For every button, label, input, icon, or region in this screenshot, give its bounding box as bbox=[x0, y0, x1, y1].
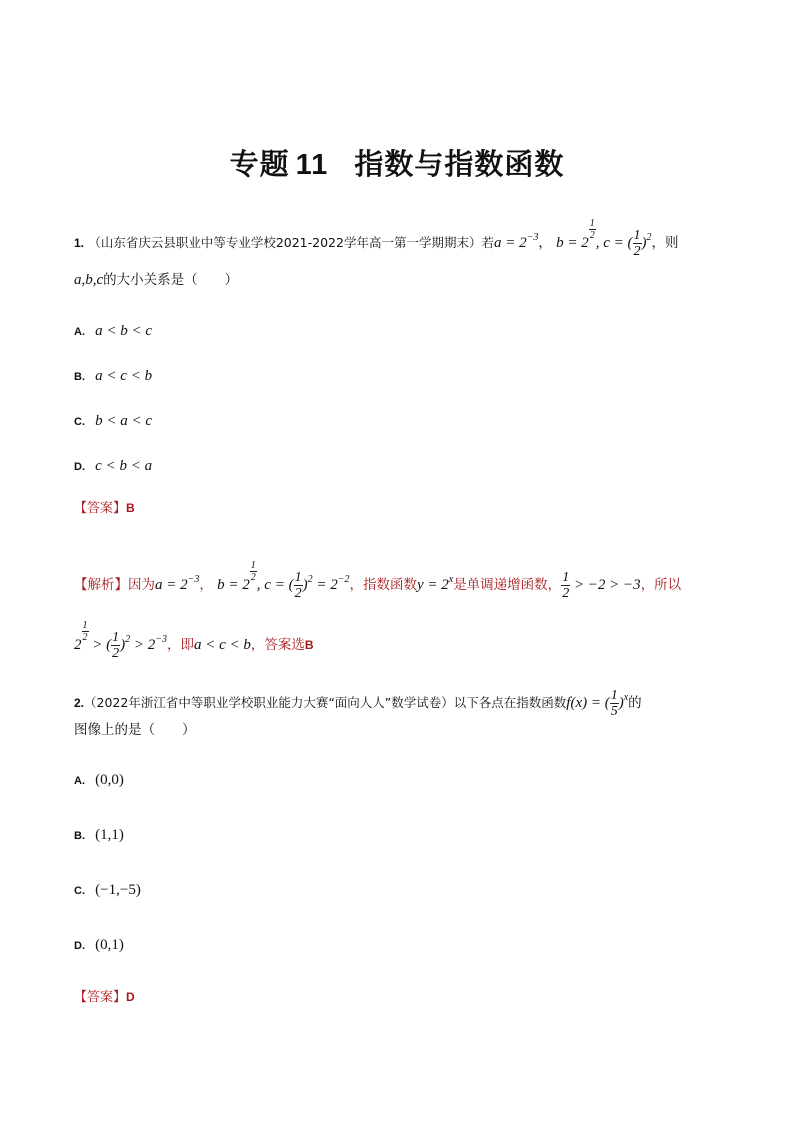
q2-option-c[interactable]: C. (−1,−5) bbox=[74, 882, 141, 898]
q2-option-b-text: (1,1) bbox=[95, 827, 124, 843]
q1-option-b[interactable]: B. a < c < b bbox=[74, 368, 153, 384]
q2-option-a[interactable]: A. (0,0) bbox=[74, 772, 124, 788]
q1-option-b-text: a < c < b bbox=[95, 368, 153, 384]
q1-answer-value: B bbox=[126, 501, 135, 515]
q1-b-expr: b = 2 $\frac{1}{2}$ bbox=[556, 218, 595, 251]
q2-func: f(x) = ( $\frac{1}{5}$ )$^x$ bbox=[566, 688, 629, 719]
q2-answer-value: D bbox=[126, 990, 135, 1004]
q2-stem-line2 bbox=[74, 720, 196, 740]
q1-option-d[interactable]: D. c < b < a bbox=[74, 458, 153, 474]
q2-option-b[interactable]: B. (1,1) bbox=[74, 827, 124, 843]
q1-a-expr: $a = 2^{-3}$ bbox=[493, 232, 539, 251]
q1-stem-line2 bbox=[74, 270, 238, 290]
q1-stem-line1 bbox=[74, 218, 679, 259]
q2-option-d[interactable]: D. (0,1) bbox=[74, 937, 124, 953]
q2-option-a-text: (0,0) bbox=[95, 772, 124, 788]
q1-explanation-line1: 【解析】因为$a = 2^{-3}$， b = 2 $\frac{1}{2}$ , c = ( $\frac{1}{2}$ )$^2 = 2^{-2}$，指数函数$y = 2^x$是单调递增函数， $\frac{1}{2}$ > −2 > −3，所以 bbox=[74, 560, 682, 602]
q1-stem2: 的大小关系是（ ） bbox=[103, 272, 239, 288]
q2-stem-line1: 2.（2022年浙江省中等职业学校职业能力大赛“面向人人”数学试卷）以下各点在指数函数f(x) = ( $\frac{1}{5}$ )$^x$的 bbox=[74, 688, 642, 719]
q2-answer: 【答案】D bbox=[74, 990, 135, 1005]
q2-source: （2022年浙江省中等职业学校职业能力大赛“面向人人”数学试卷）以下各点在指数函数 bbox=[84, 694, 567, 710]
q1-option-c[interactable]: C. b < a < c bbox=[74, 413, 153, 429]
q1-c-expr: , c = ( $\frac{1}{2}$ )$^2$ bbox=[595, 228, 652, 260]
q2-number: 2. bbox=[74, 695, 85, 710]
q1-number: 1. bbox=[74, 236, 85, 250]
q1-option-d-text: c < b < a bbox=[95, 458, 153, 474]
q2-option-c-text: (−1,−5) bbox=[95, 882, 141, 898]
title-number: 11 bbox=[295, 149, 329, 181]
q1-tail: ，则 bbox=[651, 235, 679, 251]
title-prefix: 专题 bbox=[229, 147, 290, 181]
q1-source: （山东省庆云县职业中等专业学校2021-2022学年高一第一学期期末）若 bbox=[88, 235, 494, 250]
q1-option-a-text: a < b < c bbox=[95, 323, 153, 339]
title-text: 指数与指数函数 bbox=[354, 147, 565, 181]
q1-option-a[interactable]: A. a < b < c bbox=[74, 323, 153, 339]
q1-c-frac: $\frac{1}{2}$ bbox=[633, 228, 641, 260]
q1-b-exponent: $\frac{1}{2}$ bbox=[589, 218, 595, 241]
page-title bbox=[0, 142, 794, 183]
q1-expl-label: 【解析】 bbox=[74, 577, 128, 593]
q1-vars: a,b,c bbox=[74, 272, 104, 288]
q1-answer: 【答案】B bbox=[74, 501, 135, 516]
q2-option-d-text: (0,1) bbox=[95, 937, 124, 953]
q2-stem2: 图像上的是（ ） bbox=[74, 722, 196, 738]
q1-option-c-text: b < a < c bbox=[95, 413, 153, 429]
q1-sep: ， bbox=[538, 235, 552, 251]
q1-explanation-line2: 2 $\frac{1}{2}$ > ( $\frac{1}{2}$ )$^2 > 2^{-3}$，即a < c < b，答案选B bbox=[74, 620, 314, 662]
